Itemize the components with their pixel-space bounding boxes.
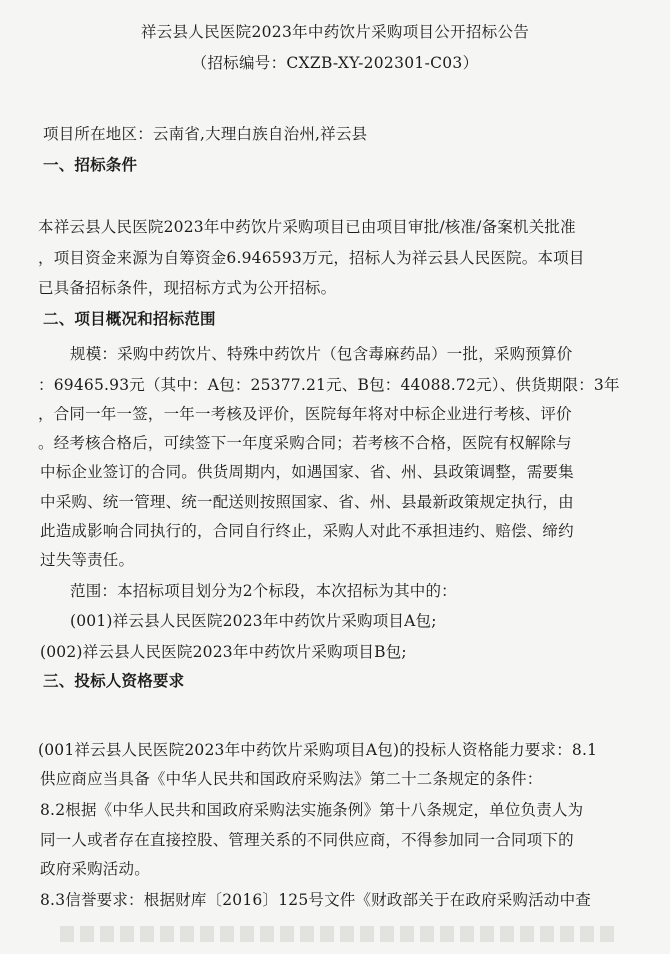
paragraph-line: 本祥云县人民医院2023年中药饮片采购项目已由项目审批/核准/备案机关批准 xyxy=(38,218,576,236)
paragraph-line: ，合同一年一签，一年一考核及评价，医院每年将对中标企业进行考核、评价 xyxy=(38,405,572,423)
paragraph-line: 。经考核合格后，可续签下一年度采购合同；若考核不合格，医院有权解除与 xyxy=(38,434,572,452)
paragraph-line: ：69465.93元（其中：A包：25377.21元、B包：44088.72元）、供货期限：3年 xyxy=(38,376,620,394)
paragraph-line: 已具备招标条件，现招标方式为公开招标。 xyxy=(38,279,337,297)
paragraph-line: 供应商应当具备《中华人民共和国政府采购法》第二十二条规定的条件： xyxy=(40,770,543,788)
paragraph-line: 范围：本招标项目划分为2个标段，本次招标为其中的： xyxy=(70,582,457,600)
paragraph-line: 8.2根据《中华人民共和国政府采购法实施条例》第十八条规定，单位负责人为 xyxy=(40,801,584,819)
paragraph-line: 规模：采购中药饮片、特殊中药饮片（包含毒麻药品）一批，采购预算价 xyxy=(70,345,573,363)
paragraph-line: ，项目资金来源为自筹资金6.946593万元，招标人为祥云县人民医院。本项目 xyxy=(38,249,585,267)
section-heading: 三、投标人资格要求 xyxy=(43,671,185,690)
lot-item: (002)祥云县人民医院2023年中药饮片采购项目B包; xyxy=(40,643,407,661)
paragraph-line: 此造成影响合同执行的，合同自行终止，采购人对此不承担违约、赔偿、缔约 xyxy=(40,522,574,540)
paragraph-line: (001祥云县人民医院2023年中药饮片采购项目A包)的投标人资格能力要求：8.1 xyxy=(38,741,598,759)
bleed-through-text xyxy=(60,926,620,942)
paragraph-line: 过失等责任。 xyxy=(40,551,135,569)
project-location: 项目所在地区：云南省,大理白族自治州,祥云县 xyxy=(43,125,368,143)
paragraph-line: 中标企业签订的合同。供货周期内，如遇国家、省、州、县政策调整，需要集 xyxy=(40,463,574,481)
paragraph-line: 政府采购活动。 xyxy=(40,860,150,878)
section-heading: 一、招标条件 xyxy=(43,155,138,174)
lot-item: (001)祥云县人民医院2023年中药饮片采购项目A包; xyxy=(70,612,437,630)
paragraph-line: 中采购、统一管理、统一配送则按照国家、省、州、县最新政策规定执行，由 xyxy=(40,493,574,511)
document-title: 祥云县人民医院2023年中药饮片采购项目公开招标公告 xyxy=(140,23,530,41)
paragraph-line: 同一人或者存在直接控股、管理关系的不同供应商，不得参加同一合同项下的 xyxy=(40,831,574,849)
paragraph-line: 8.3信誉要求：根据财库〔2016〕125号文件《财政部关于在政府采购活动中查 xyxy=(40,891,591,909)
tender-number: （招标编号：CXZB-XY-202301-C03） xyxy=(191,54,479,72)
section-heading: 二、项目概况和招标范围 xyxy=(43,309,216,328)
